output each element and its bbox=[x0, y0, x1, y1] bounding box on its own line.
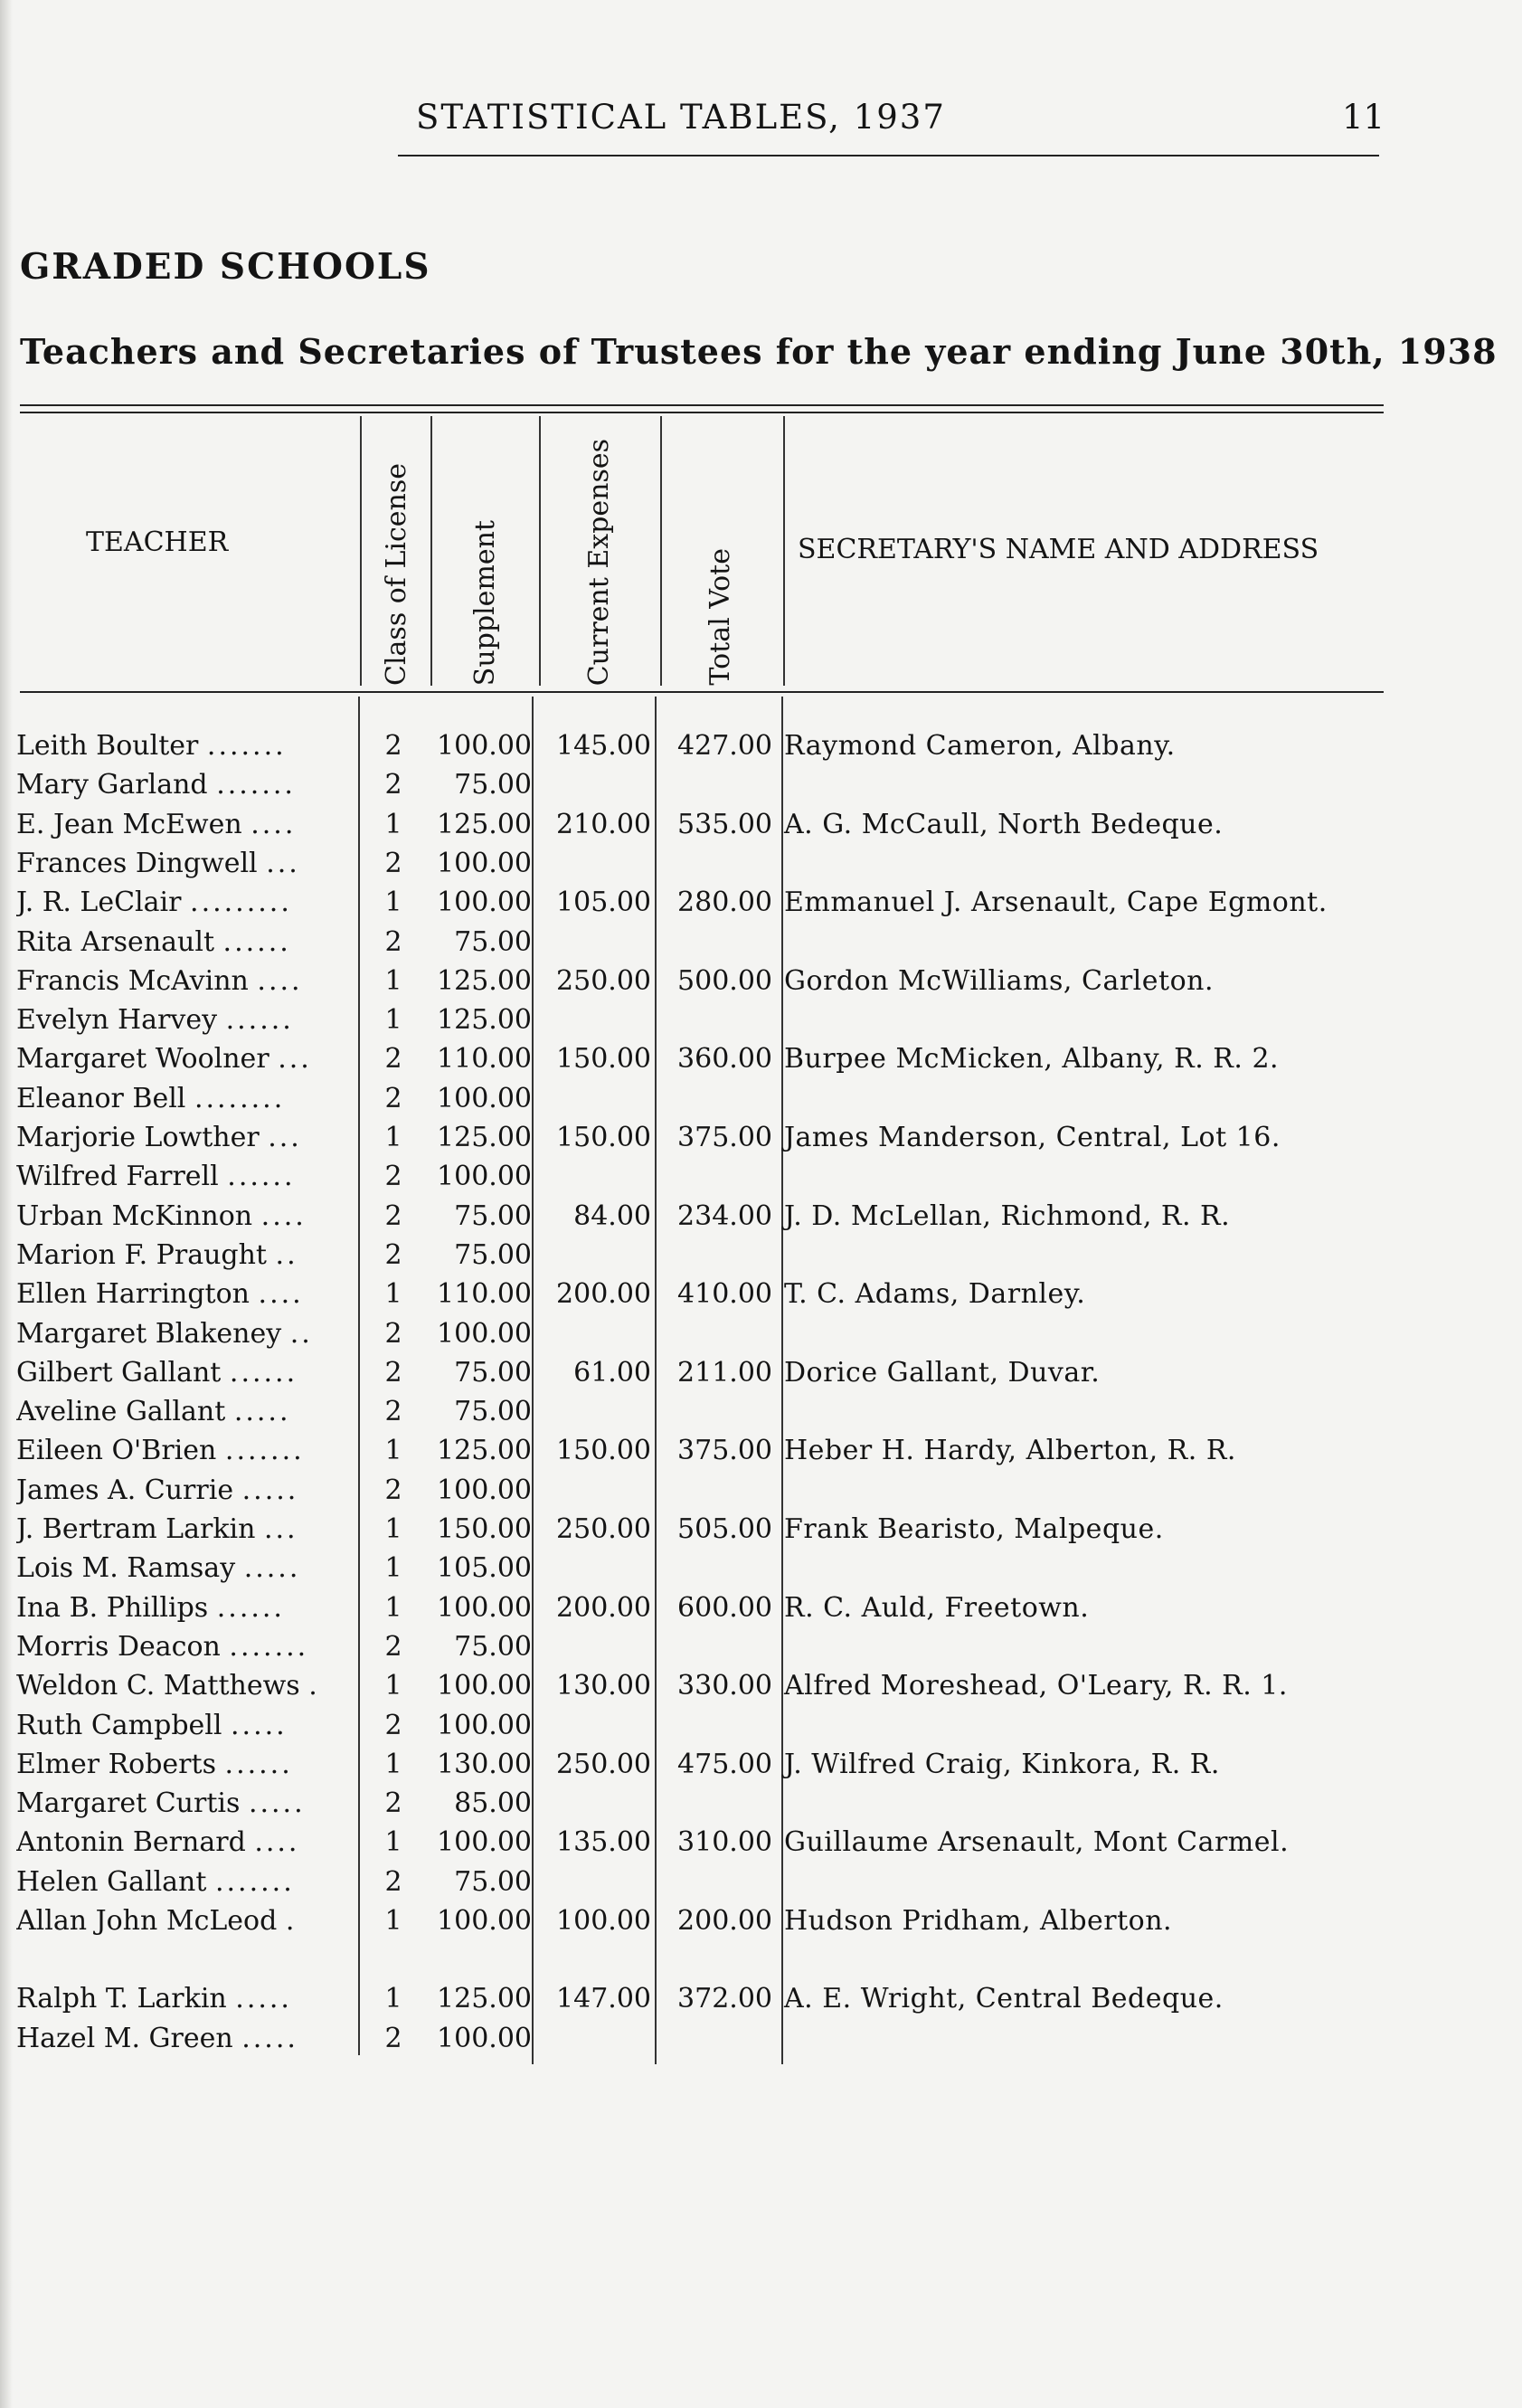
teacher-name bbox=[16, 1588, 353, 1627]
leader-dots: ......... bbox=[190, 886, 292, 919]
teacher-name bbox=[16, 1666, 353, 1705]
secretary-name-address: Hudson Pridham, Alberton. bbox=[784, 1905, 1173, 1937]
supplement-value: 110.00 bbox=[437, 1278, 532, 1311]
leader-dots: .... bbox=[258, 1278, 304, 1311]
teacher-name bbox=[16, 1000, 353, 1039]
teacher-name-text: Allan John McLeod bbox=[16, 1905, 278, 1937]
license-class: 1 bbox=[384, 808, 402, 840]
total-vote-value: 475.00 bbox=[677, 1748, 772, 1780]
current-expenses-value bbox=[543, 1863, 651, 1901]
secretary-name-address: A. E. Wright, Central Bedeque. bbox=[784, 1983, 1224, 2015]
supplement-value: 105.00 bbox=[437, 1552, 532, 1585]
current-expenses-value bbox=[543, 1471, 651, 1510]
secretary-name-address bbox=[784, 765, 1381, 804]
column-header-teacher: TEACHER bbox=[86, 526, 229, 558]
teacher-name-text: Antonin Bernard bbox=[16, 1826, 246, 1859]
leader-dots: .... bbox=[254, 1826, 300, 1859]
license-class: 1 bbox=[384, 1435, 402, 1467]
teacher-name-text: Morris Deacon bbox=[16, 1630, 221, 1663]
supplement-value: 125.00 bbox=[437, 964, 532, 997]
license-class: 2 bbox=[384, 1161, 402, 1193]
leader-dots: . bbox=[308, 1670, 320, 1702]
leader-dots: ...... bbox=[225, 1004, 294, 1037]
leader-dots: ...... bbox=[216, 1591, 285, 1624]
secretary-name-address: Guillaume Arsenault, Mont Carmel. bbox=[784, 1826, 1290, 1859]
secretary-name-address: J. D. McLellan, Richmond, R. R. bbox=[784, 1199, 1231, 1232]
total-vote-value: 427.00 bbox=[677, 730, 772, 762]
teacher-name-text: Wilfred Farrell bbox=[16, 1161, 219, 1193]
license-class: 2 bbox=[384, 1238, 402, 1271]
total-vote-value bbox=[662, 1863, 772, 1901]
supplement-value: 100.00 bbox=[437, 1082, 532, 1114]
running-title: STATISTICAL TABLES, 1937 bbox=[416, 98, 946, 137]
header-divider bbox=[660, 416, 662, 686]
teacher-name-text: Margaret Blakeney bbox=[16, 1317, 282, 1350]
current-expenses-value bbox=[543, 1392, 651, 1431]
total-vote-value: 234.00 bbox=[677, 1199, 772, 1232]
header-divider bbox=[360, 416, 362, 686]
page-number: 11 bbox=[1342, 98, 1385, 137]
total-vote-value: 360.00 bbox=[677, 1043, 772, 1076]
secretary-name-address: Alfred Moreshead, O'Leary, R. R. 1. bbox=[784, 1670, 1288, 1702]
license-class: 1 bbox=[384, 1748, 402, 1780]
current-expenses-value: 147.00 bbox=[556, 1983, 651, 2015]
license-class: 1 bbox=[384, 1278, 402, 1311]
total-vote-value bbox=[662, 1784, 772, 1823]
leader-dots: .... bbox=[257, 964, 303, 997]
leader-dots: ....... bbox=[224, 1435, 305, 1467]
leader-dots: ...... bbox=[224, 1748, 293, 1780]
current-expenses-value bbox=[543, 844, 651, 883]
teacher-name-text: Marjorie Lowther bbox=[16, 1122, 260, 1153]
total-vote-value: 310.00 bbox=[677, 1826, 772, 1859]
teacher-name bbox=[16, 1784, 353, 1823]
license-class: 1 bbox=[384, 964, 402, 997]
secretary-name-address bbox=[784, 1392, 1381, 1431]
leader-dots: .. bbox=[289, 1317, 313, 1350]
leader-dots: ....... bbox=[216, 769, 296, 801]
leader-dots: ..... bbox=[233, 1396, 291, 1428]
teacher-name bbox=[16, 1079, 353, 1118]
secretary-name-address bbox=[784, 1706, 1381, 1745]
current-expenses-value: 100.00 bbox=[556, 1905, 651, 1937]
table-subtitle: Teachers and Secretaries of Trustees for the year ending June 30th, 1938 bbox=[20, 331, 1498, 372]
license-class: 2 bbox=[384, 1199, 402, 1232]
teacher-name bbox=[16, 765, 353, 804]
column-header-class-cell bbox=[362, 416, 432, 686]
license-class: 2 bbox=[384, 1396, 402, 1428]
column-divider bbox=[781, 697, 783, 2064]
current-expenses-value bbox=[543, 765, 651, 804]
total-vote-value: 375.00 bbox=[677, 1122, 772, 1153]
teacher-name bbox=[16, 1431, 353, 1470]
column-header-supplement-cell bbox=[432, 416, 539, 686]
license-class: 2 bbox=[384, 1317, 402, 1350]
total-vote-value: 535.00 bbox=[677, 808, 772, 840]
leader-dots: ....... bbox=[214, 1865, 295, 1898]
current-expenses-value bbox=[543, 1549, 651, 1588]
teacher-name bbox=[16, 1863, 353, 1901]
current-expenses-value bbox=[543, 923, 651, 962]
secretary-name-address: Emmanuel J. Arsenault, Cape Egmont. bbox=[784, 886, 1328, 919]
header-rule bbox=[398, 155, 1379, 156]
teacher-name bbox=[16, 883, 353, 922]
secretary-name-address bbox=[784, 1863, 1381, 1901]
teacher-name-text: Elmer Roberts bbox=[16, 1748, 216, 1780]
total-vote-value bbox=[662, 1392, 772, 1431]
supplement-value: 75.00 bbox=[454, 1199, 532, 1232]
teacher-name bbox=[16, 1706, 353, 1745]
column-divider bbox=[655, 697, 657, 2064]
current-expenses-value bbox=[543, 1314, 651, 1353]
teacher-name-text: Eleanor Bell bbox=[16, 1082, 186, 1114]
secretary-name-address bbox=[784, 1236, 1381, 1275]
current-expenses-value: 61.00 bbox=[573, 1356, 651, 1389]
leader-dots: ...... bbox=[227, 1161, 296, 1193]
teacher-name-text: Lois M. Ramsay bbox=[16, 1552, 236, 1585]
secretary-name-address bbox=[784, 1079, 1381, 1118]
license-class: 2 bbox=[384, 1630, 402, 1663]
license-class: 1 bbox=[384, 1513, 402, 1545]
supplement-value: 150.00 bbox=[437, 1513, 532, 1545]
total-vote-value bbox=[662, 1000, 772, 1039]
total-vote-value bbox=[662, 765, 772, 804]
license-class: 1 bbox=[384, 1826, 402, 1859]
license-class: 1 bbox=[384, 886, 402, 919]
teacher-name bbox=[16, 844, 353, 883]
column-divider bbox=[358, 697, 360, 2055]
secretary-name-address: T. C. Adams, Darnley. bbox=[784, 1278, 1086, 1311]
supplement-value: 125.00 bbox=[437, 1435, 532, 1467]
teacher-name bbox=[16, 1314, 353, 1353]
total-vote-value bbox=[662, 1157, 772, 1196]
current-expenses-value: 150.00 bbox=[556, 1043, 651, 1076]
secretary-name-address: R. C. Auld, Freetown. bbox=[784, 1591, 1090, 1624]
leader-dots: ........ bbox=[194, 1082, 286, 1114]
teacher-name bbox=[16, 1157, 353, 1196]
total-vote-value bbox=[662, 1236, 772, 1275]
current-expenses-value: 150.00 bbox=[556, 1122, 651, 1153]
current-expenses-value: 105.00 bbox=[556, 886, 651, 919]
license-class: 2 bbox=[384, 1356, 402, 1389]
license-class: 2 bbox=[384, 769, 402, 801]
supplement-value: 75.00 bbox=[454, 1356, 532, 1389]
teacher-name-text: Frances Dingwell bbox=[16, 847, 258, 879]
supplement-value: 125.00 bbox=[437, 1004, 532, 1037]
supplement-value: 100.00 bbox=[437, 1317, 532, 1350]
teacher-name bbox=[16, 2019, 353, 2058]
supplement-value: 100.00 bbox=[437, 1905, 532, 1937]
current-expenses-value: 210.00 bbox=[556, 808, 651, 840]
total-vote-value bbox=[662, 1471, 772, 1510]
column-header-total-cell bbox=[662, 416, 780, 686]
column-header-secretary: SECRETARY'S NAME AND ADDRESS bbox=[798, 534, 1319, 565]
current-expenses-value: 145.00 bbox=[556, 730, 651, 762]
teacher-name-text: Margaret Woolner bbox=[16, 1043, 269, 1076]
license-class: 2 bbox=[384, 1865, 402, 1898]
total-vote-value: 600.00 bbox=[677, 1591, 772, 1624]
teacher-name bbox=[16, 1510, 353, 1549]
total-vote-value bbox=[662, 1314, 772, 1353]
teacher-name bbox=[16, 1471, 353, 1510]
secretary-name-address: J. Wilfred Craig, Kinkora, R. R. bbox=[784, 1748, 1220, 1780]
total-vote-value: 330.00 bbox=[677, 1670, 772, 1702]
leader-dots: ... bbox=[263, 1513, 298, 1545]
supplement-value: 100.00 bbox=[437, 1161, 532, 1193]
license-class: 2 bbox=[384, 1082, 402, 1114]
license-class: 2 bbox=[384, 730, 402, 762]
teacher-name-text: Francis McAvinn bbox=[16, 964, 249, 997]
current-expenses-value: 250.00 bbox=[556, 1748, 651, 1780]
secretary-name-address: Dorice Gallant, Duvar. bbox=[784, 1356, 1101, 1389]
teacher-name bbox=[16, 1979, 353, 2018]
supplement-value: 125.00 bbox=[437, 1122, 532, 1153]
total-vote-value: 280.00 bbox=[677, 886, 772, 919]
total-vote-value bbox=[662, 2019, 772, 2058]
secretary-name-address bbox=[784, 1000, 1381, 1039]
leader-dots: ... bbox=[268, 1122, 302, 1153]
current-expenses-value bbox=[543, 1157, 651, 1196]
header-divider bbox=[539, 416, 541, 686]
teacher-name bbox=[16, 1197, 353, 1236]
column-header-supplement: Supplement bbox=[469, 519, 501, 686]
supplement-value: 100.00 bbox=[437, 1709, 532, 1741]
total-vote-value bbox=[662, 1549, 772, 1588]
supplement-value: 100.00 bbox=[437, 886, 532, 919]
total-vote-value: 200.00 bbox=[677, 1905, 772, 1937]
total-vote-value: 372.00 bbox=[677, 1983, 772, 2015]
supplement-value: 100.00 bbox=[437, 1826, 532, 1859]
license-class: 2 bbox=[384, 925, 402, 958]
secretary-name-address bbox=[784, 844, 1381, 883]
teacher-name-text: J. R. LeClair bbox=[16, 886, 182, 919]
teacher-name-text: Ina B. Phillips bbox=[16, 1591, 209, 1624]
table-top-rule bbox=[20, 404, 1384, 406]
teacher-name bbox=[16, 1118, 353, 1157]
teacher-name-text: Rita Arsenault bbox=[16, 925, 214, 958]
total-vote-value: 375.00 bbox=[677, 1435, 772, 1467]
teacher-name-text: Ruth Campbell bbox=[16, 1709, 222, 1741]
column-header-total-vote: Total Vote bbox=[704, 548, 736, 686]
current-expenses-value bbox=[543, 2019, 651, 2058]
secretary-name-address bbox=[784, 1784, 1381, 1823]
leader-dots: .... bbox=[251, 808, 297, 840]
leader-dots: ..... bbox=[235, 1983, 292, 2015]
supplement-value: 75.00 bbox=[454, 1396, 532, 1428]
column-header-current-expenses: Current Expenses bbox=[583, 438, 615, 686]
supplement-value: 100.00 bbox=[437, 1474, 532, 1506]
current-expenses-value bbox=[543, 1706, 651, 1745]
secretary-name-address bbox=[784, 1157, 1381, 1196]
total-vote-value bbox=[662, 1627, 772, 1666]
license-class: 1 bbox=[384, 1905, 402, 1937]
current-expenses-value: 150.00 bbox=[556, 1435, 651, 1467]
leader-dots: . bbox=[285, 1905, 298, 1937]
leader-dots: ..... bbox=[248, 1787, 306, 1820]
total-vote-value bbox=[662, 923, 772, 962]
column-divider bbox=[532, 697, 534, 2064]
teacher-name-text: Eileen O'Brien bbox=[16, 1435, 217, 1467]
leader-dots: ..... bbox=[231, 1709, 288, 1741]
supplement-value: 75.00 bbox=[454, 769, 532, 801]
total-vote-value: 500.00 bbox=[677, 964, 772, 997]
header-divider bbox=[783, 416, 785, 686]
license-class: 1 bbox=[384, 1552, 402, 1585]
current-expenses-value: 250.00 bbox=[556, 964, 651, 997]
teacher-name-text: Urban McKinnon bbox=[16, 1199, 253, 1232]
teacher-name bbox=[16, 1392, 353, 1431]
leader-dots: ..... bbox=[241, 2022, 298, 2054]
license-class: 2 bbox=[384, 1043, 402, 1076]
leader-dots: .. bbox=[275, 1238, 298, 1271]
license-class: 2 bbox=[384, 1787, 402, 1820]
secretary-name-address: Burpee McMicken, Albany, R. R. 2. bbox=[784, 1043, 1280, 1076]
supplement-value: 125.00 bbox=[437, 808, 532, 840]
current-expenses-value bbox=[543, 1000, 651, 1039]
header-bottom-rule bbox=[20, 691, 1384, 693]
current-expenses-value bbox=[543, 1784, 651, 1823]
leader-dots: ..... bbox=[243, 1552, 301, 1585]
header-divider bbox=[430, 416, 432, 686]
secretary-name-address: James Manderson, Central, Lot 16. bbox=[784, 1122, 1281, 1153]
supplement-value: 75.00 bbox=[454, 925, 532, 958]
teacher-name-text: Hazel M. Green bbox=[16, 2022, 233, 2054]
total-vote-value bbox=[662, 844, 772, 883]
license-class: 2 bbox=[384, 1709, 402, 1741]
teacher-name bbox=[16, 1745, 353, 1784]
current-expenses-value: 84.00 bbox=[573, 1199, 651, 1232]
leader-dots: ... bbox=[278, 1043, 312, 1076]
supplement-value: 75.00 bbox=[454, 1865, 532, 1898]
teacher-name bbox=[16, 1627, 353, 1666]
license-class: 2 bbox=[384, 1474, 402, 1506]
leader-dots: ..... bbox=[241, 1474, 299, 1506]
current-expenses-value bbox=[543, 1236, 651, 1275]
leader-dots: ....... bbox=[229, 1630, 309, 1663]
supplement-value: 75.00 bbox=[454, 1630, 532, 1663]
supplement-value: 100.00 bbox=[437, 730, 532, 762]
leader-dots: ....... bbox=[206, 730, 287, 762]
teacher-name-text: Helen Gallant bbox=[16, 1865, 207, 1898]
secretary-name-address bbox=[784, 2019, 1381, 2058]
total-vote-value: 505.00 bbox=[677, 1513, 772, 1545]
teacher-name-text: Mary Garland bbox=[16, 769, 208, 801]
teacher-name-text: Gilbert Gallant bbox=[16, 1356, 222, 1389]
secretary-name-address bbox=[784, 1627, 1381, 1666]
supplement-value: 110.00 bbox=[437, 1043, 532, 1076]
supplement-value: 100.00 bbox=[437, 1591, 532, 1624]
total-vote-value bbox=[662, 1706, 772, 1745]
teacher-name bbox=[16, 923, 353, 962]
teacher-name bbox=[16, 1901, 353, 1940]
section-title: GRADED SCHOOLS bbox=[20, 246, 431, 288]
license-class: 1 bbox=[384, 1004, 402, 1037]
teacher-name bbox=[16, 1236, 353, 1275]
teacher-name-text: Evelyn Harvey bbox=[16, 1004, 218, 1037]
column-header-current-cell bbox=[541, 416, 658, 686]
license-class: 1 bbox=[384, 1983, 402, 2015]
leader-dots: ...... bbox=[229, 1356, 298, 1389]
total-vote-value bbox=[662, 1079, 772, 1118]
supplement-value: 100.00 bbox=[437, 1670, 532, 1702]
current-expenses-value: 200.00 bbox=[556, 1591, 651, 1624]
license-class: 1 bbox=[384, 1670, 402, 1702]
secretary-name-address: Raymond Cameron, Albany. bbox=[784, 730, 1176, 762]
license-class: 1 bbox=[384, 1122, 402, 1153]
license-class: 2 bbox=[384, 2022, 402, 2054]
license-class: 1 bbox=[384, 1591, 402, 1624]
teacher-name bbox=[16, 726, 353, 765]
secretary-name-address bbox=[784, 1314, 1381, 1353]
teacher-name bbox=[16, 1549, 353, 1588]
teacher-name-text: Ellen Harrington bbox=[16, 1278, 250, 1311]
total-vote-value: 211.00 bbox=[677, 1356, 772, 1389]
table-top-rule-double bbox=[20, 412, 1384, 413]
supplement-value: 100.00 bbox=[437, 2022, 532, 2054]
teacher-name-text: Marion F. Praught bbox=[16, 1238, 267, 1271]
teacher-name bbox=[16, 1823, 353, 1862]
teacher-name bbox=[16, 962, 353, 1000]
current-expenses-value: 250.00 bbox=[556, 1513, 651, 1545]
current-expenses-value: 130.00 bbox=[556, 1670, 651, 1702]
teacher-name bbox=[16, 805, 353, 844]
secretary-name-address bbox=[784, 1549, 1381, 1588]
teacher-name bbox=[16, 1353, 353, 1392]
teacher-name-text: J. Bertram Larkin bbox=[16, 1513, 256, 1545]
secretary-name-address: Gordon McWilliams, Carleton. bbox=[784, 964, 1215, 997]
supplement-value: 130.00 bbox=[437, 1748, 532, 1780]
leader-dots: ... bbox=[266, 847, 300, 879]
leader-dots: .... bbox=[260, 1199, 307, 1232]
teacher-name-text: Ralph T. Larkin bbox=[16, 1983, 227, 2015]
current-expenses-value: 200.00 bbox=[556, 1278, 651, 1311]
current-expenses-value: 135.00 bbox=[556, 1826, 651, 1859]
teacher-name-text: Weldon C. Matthews bbox=[16, 1670, 300, 1702]
teacher-name-text: Margaret Curtis bbox=[16, 1787, 241, 1820]
teacher-name-text: Leith Boulter bbox=[16, 730, 199, 762]
current-expenses-value bbox=[543, 1079, 651, 1118]
secretary-name-address bbox=[784, 1471, 1381, 1510]
leader-dots: ...... bbox=[222, 925, 291, 958]
secretary-name-address: A. G. McCaull, North Bedeque. bbox=[784, 808, 1224, 840]
supplement-value: 125.00 bbox=[437, 1983, 532, 2015]
teacher-name-text: E. Jean McEwen bbox=[16, 808, 242, 840]
current-expenses-value bbox=[543, 1627, 651, 1666]
supplement-value: 75.00 bbox=[454, 1238, 532, 1271]
column-header-class-of-license: Class of License bbox=[381, 462, 412, 686]
supplement-value: 100.00 bbox=[437, 847, 532, 879]
secretary-name-address bbox=[784, 923, 1381, 962]
license-class: 2 bbox=[384, 847, 402, 879]
teacher-name bbox=[16, 1039, 353, 1078]
secretary-name-address: Frank Bearisto, Malpeque. bbox=[784, 1513, 1164, 1545]
teacher-name-text: James A. Currie bbox=[16, 1474, 234, 1506]
secretary-name-address: Heber H. Hardy, Alberton, R. R. bbox=[784, 1435, 1236, 1467]
teacher-name-text: Aveline Gallant bbox=[16, 1396, 226, 1428]
total-vote-value: 410.00 bbox=[677, 1278, 772, 1311]
teacher-name bbox=[16, 1275, 353, 1313]
supplement-value: 85.00 bbox=[454, 1787, 532, 1820]
